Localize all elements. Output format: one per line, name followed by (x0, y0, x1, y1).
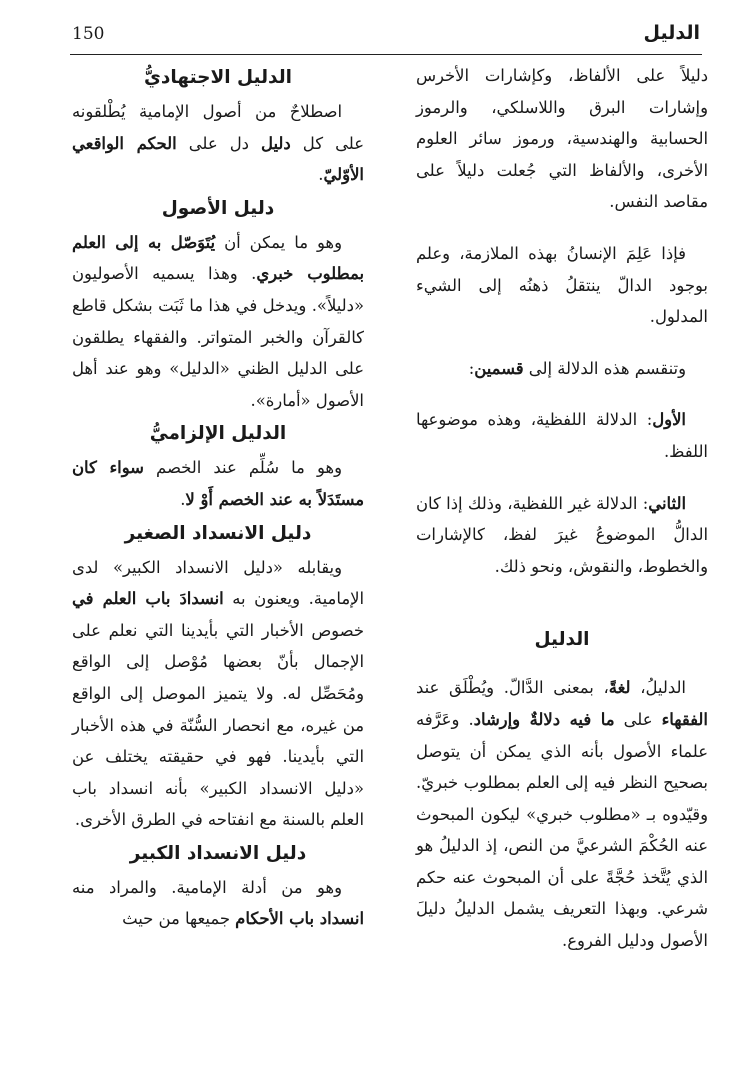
paragraph: وهو ما سُلِّم عند الخصم سواء كان مستَدَلاً به عند الخصم أَوْ لا. (72, 458, 364, 509)
right-column (416, 60, 708, 957)
paragraph: الثاني: الدلالة غير اللفظية، وذلك إذا كان الدالُّ الموضوعُ غيرَ لفظ، كالإشارات والخطوط، والنقوش، ونحو ذلك. (416, 493, 708, 576)
page-number: 150 (72, 24, 105, 44)
paragraph: الأول: الدلالة اللفظية، وهذه موضوعها اللفظ. (416, 410, 708, 461)
running-title: الدليل (643, 22, 700, 44)
paragraph: فإذا عَلِمَ الإنسانُ بهذه الملازمة، وعلم بوجود الدالّ ينتقلُ ذهنُه إلى الشيء المدلول. (416, 243, 708, 327)
paragraph: اصطلاحٌ من أصول الإمامية يُطْلقونه على كل دليل دل على الحكم الواقعي الأوّليّ. (72, 102, 364, 185)
page-header (70, 18, 702, 55)
section-heading: الدليل (534, 629, 590, 651)
section-heading: الدليل الإلزاميُّ (149, 423, 287, 445)
section-heading: الدليل الاجتهاديُّ (143, 67, 293, 88)
section-heading: دليل الانسداد الكبير (129, 842, 307, 864)
paragraph: وتنقسم هذه الدلالة إلى قسمين: (468, 358, 686, 378)
section-heading: دليل الانسداد الصغير (124, 522, 312, 544)
paragraph: وهو ما يمكن أن يُتَوَصّل به إلى العلم بمطلوب خبري. وهذا يسميه الأصوليون «دليلاً». ويدخل في هذا ما ثَبَت بشكل قاطع كالقرآن والخبر المتواتر. والفقهاء يطلقون على الدليل الظني «الدليل» وهو عند أهل الأصول «أمارة». (72, 232, 365, 410)
paragraph: دليلاً على الألفاظ، وكإشارات الأخرس وإشارات البرق واللاسلكي، والرموز الحسابية والهندسية، ورموز سائر العلوم الأخرى، والألفاظ التي جُعلت دليلاً على مقاصد النفس. (416, 66, 708, 212)
left-column (72, 60, 364, 935)
section-heading: دليل الأصول (161, 197, 275, 219)
paragraph: وهو من أدلة الإمامية. والمراد منه انسداد باب الأحكام جميعها من حيث (72, 877, 364, 929)
paragraph: ويقابله «دليل الانسداد الكبير» لدى الإمامية. ويعنون به انسدادَ باب العلم في خصوص الأخبار التي بأيدينا التي نعلم على الإجمال بأنّ بعضها مُوْصل إلى الواقع ومُحَصِّل له. ولا يتميز الموصل إلى الواقع من غيره، مع انحصار السُّنّة في هذه الأخبار التي بأيدينا. فهو في حقيقته يختلف عن «دليل الانسداد الكبير» بأنه انسداد باب العلم بالسنة مع انفتاحه في الطرق الأخرى. (72, 557, 364, 830)
paragraph: الدليلُ، لغةً، بمعنى الدَّالّ. ويُطْلَق عند الفقهاء على ما فيه دلالةٌ وإرشاد. وعَرَّفه علماء الأصول بأنه الذي يمكن أن يتوصل بصحيح النظر فيه إلى العلم بمطلوب خبريّ. وقيّدوه بـ «مطلوب خبري» ليكون المبحوث عنه الحُكْمَ الشرعيَّ من النص، إذ الدليلُ هو الذي يُتَّخذ حُجَّةً على أن المبحوث عنه حكم شرعي. وبهذا التعريف يشمل الدليلُ دليلَ الأصول ودليل الفروع. (416, 678, 708, 951)
